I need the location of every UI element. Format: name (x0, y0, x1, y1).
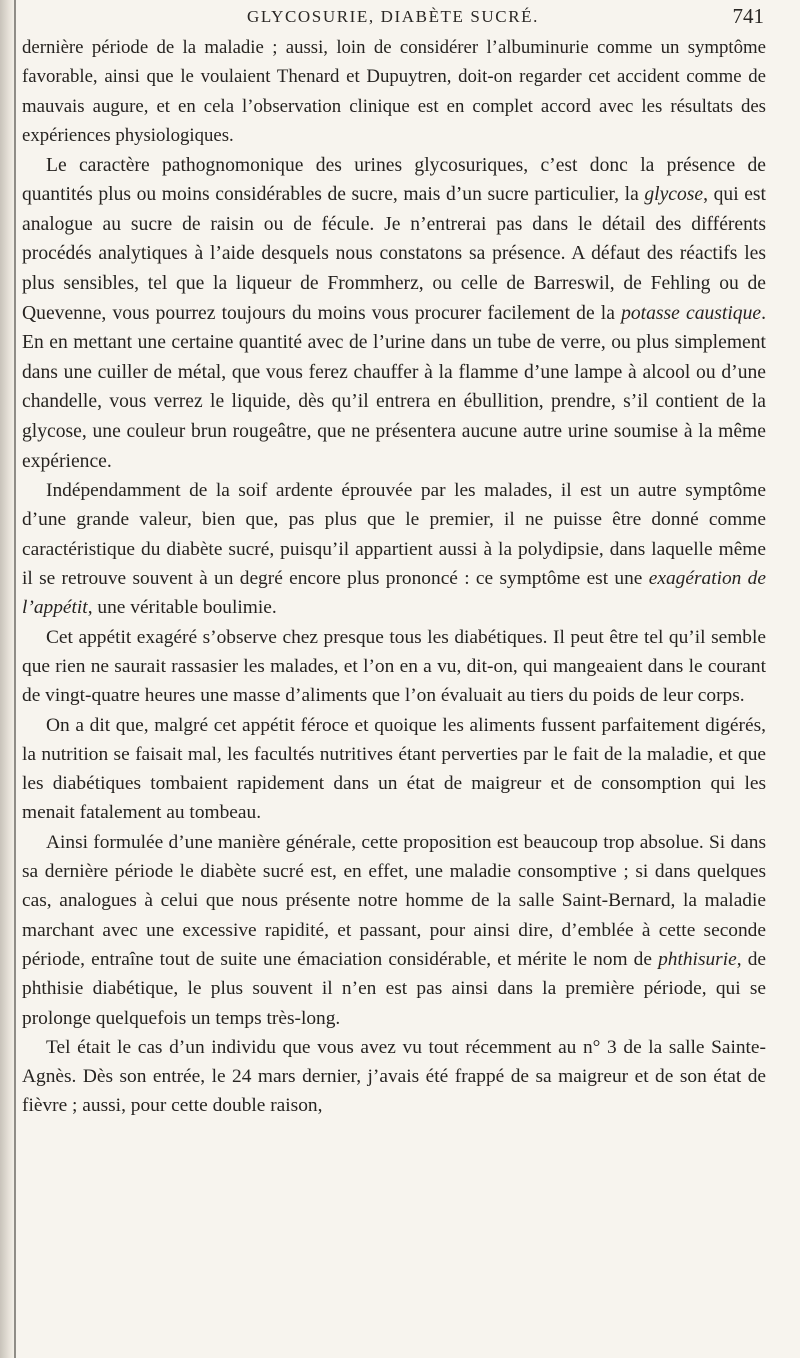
paragraph-text: , une véritable boulimie. (87, 597, 277, 619)
page-header (22, 4, 764, 32)
running-title: GLYCOSURIE, DIABÈTE SUCRÉ. (246, 7, 540, 26)
paragraph-text: On a dit que, malgré cet appétit féroce et quoique les aliments fussent parfaitement digérés, la nutrition se faisait mal, les facultés nutritives étant perverties par le fait de la maladie, et que les diabétiques tombaient rapidement dans un état de maigreur et de consomption qui les menait fatalement au tombeau. (22, 714, 766, 824)
italic-term-glycose: glycose (644, 184, 704, 206)
paragraph-text: Cet appétit exagéré s’observe chez presque tous les diabétiques. Il peut être tel qu’il semble que rien ne saurait rassasier les malades, et l’on en a vu, dit-on, qui mangeaient dans le courant de vingt-quatre heures une masse d’aliments que l’on évaluait au tiers du poids de leur corps. (22, 626, 766, 707)
paragraph-text: Indépendamment de la soif ardente éprouvée par les malades, il est un autre symptôme d’une grande valeur, bien que, pas plus que le premier, il ne puisse être donné comme caractéristique du diabète sucré, puisqu’il appartient aussi à la polydipsie, dans laquelle même il se retrouve souvent à un degré encore plus prononcé : ce symptôme est une (22, 480, 766, 590)
italic-term-phthisurie: phthisurie (658, 948, 737, 970)
paragraph-text: Ainsi formulée d’une manière générale, cette proposition est beaucoup trop absolue. Si dans sa dernière période le diabète sucré est, en effet, une maladie consomptive ; si dans quelques cas, analogues à celui que nous présente notre homme de la salle Saint-Bernard, la maladie marchant avec une excessive rapidité, et passant, pour ainsi dire, d’emblée à cette seconde période, entraîne tout de suite une émaciation considérable, et mérite le nom de (22, 831, 766, 970)
paragraph-4 (22, 623, 766, 711)
paragraph-text: . En en mettant une certaine quantité avec de l’urine dans un tube de verre, ou plus simplement dans une cuiller de métal, que vous ferez chauffer à la flamme d’une lampe à alcool ou d’une chandelle, vous verrez le liquide, dès qu’il entrera en ébullition, prendre, s’il contient de la glycose, une couleur brun rougeâtre, que ne présentera aucune autre urine soumise à la même expérience. (22, 302, 766, 472)
paragraph-5 (22, 711, 766, 828)
paragraph-text: , de phthisie diabétique, le plus souvent il n’en est pas ainsi dans la première période, qui se prolonge quelquefois un temps très-long. (22, 948, 766, 1029)
paragraph-7 (22, 1033, 766, 1121)
italic-term-potasse-caustique: potasse caustique (621, 302, 762, 324)
paragraph-6 (22, 828, 766, 1033)
italic-term-exageration: exagération de l’appétit (22, 568, 766, 619)
paragraph-2 (22, 151, 766, 477)
paragraph-text: , qui est analogue au sucre de raisin ou de fécule. Je n’entrerai pas dans le détail des différents procédés analytiques à l’aide desquels nous constatons sa présence. A défaut des réactifs les plus sensibles, tel que la liqueur de Frommherz, ou celle de Barreswil, de Fehling ou de Quevenne, vous pourrez toujours du moins vous procurer facilement de la (22, 184, 767, 324)
paragraph-1 (22, 33, 766, 151)
paragraph-text: dernière période de la maladie ; aussi, loin de considérer l’albuminurie comme un symptôme favorable, ainsi que le voulaient Thenard et Dupuytren, doit-on regarder cet accident comme de mauvais augure, et en cela l’observation clinique est en complet accord avec les résultats des expériences physiologiques. (22, 37, 766, 147)
paragraph-text: Tel était le cas d’un individu que vous avez vu tout récemment au n° 3 de la salle Sainte-Agnès. Dès son entrée, le 24 mars dernier, j’avais été frappé de sa maigreur et de son état de fièvre ; aussi, pour cette double raison, (22, 1036, 766, 1117)
paragraph-3 (22, 476, 766, 622)
body-text (22, 33, 766, 1121)
page-number: 741 (732, 4, 764, 28)
page-gutter-rule (14, 0, 16, 1358)
paragraph-text: Le caractère pathognomonique des urines glycosuriques, c’est donc la présence de quantités plus ou moins considérables de sucre, mais d’un sucre particulier, la (22, 154, 766, 206)
